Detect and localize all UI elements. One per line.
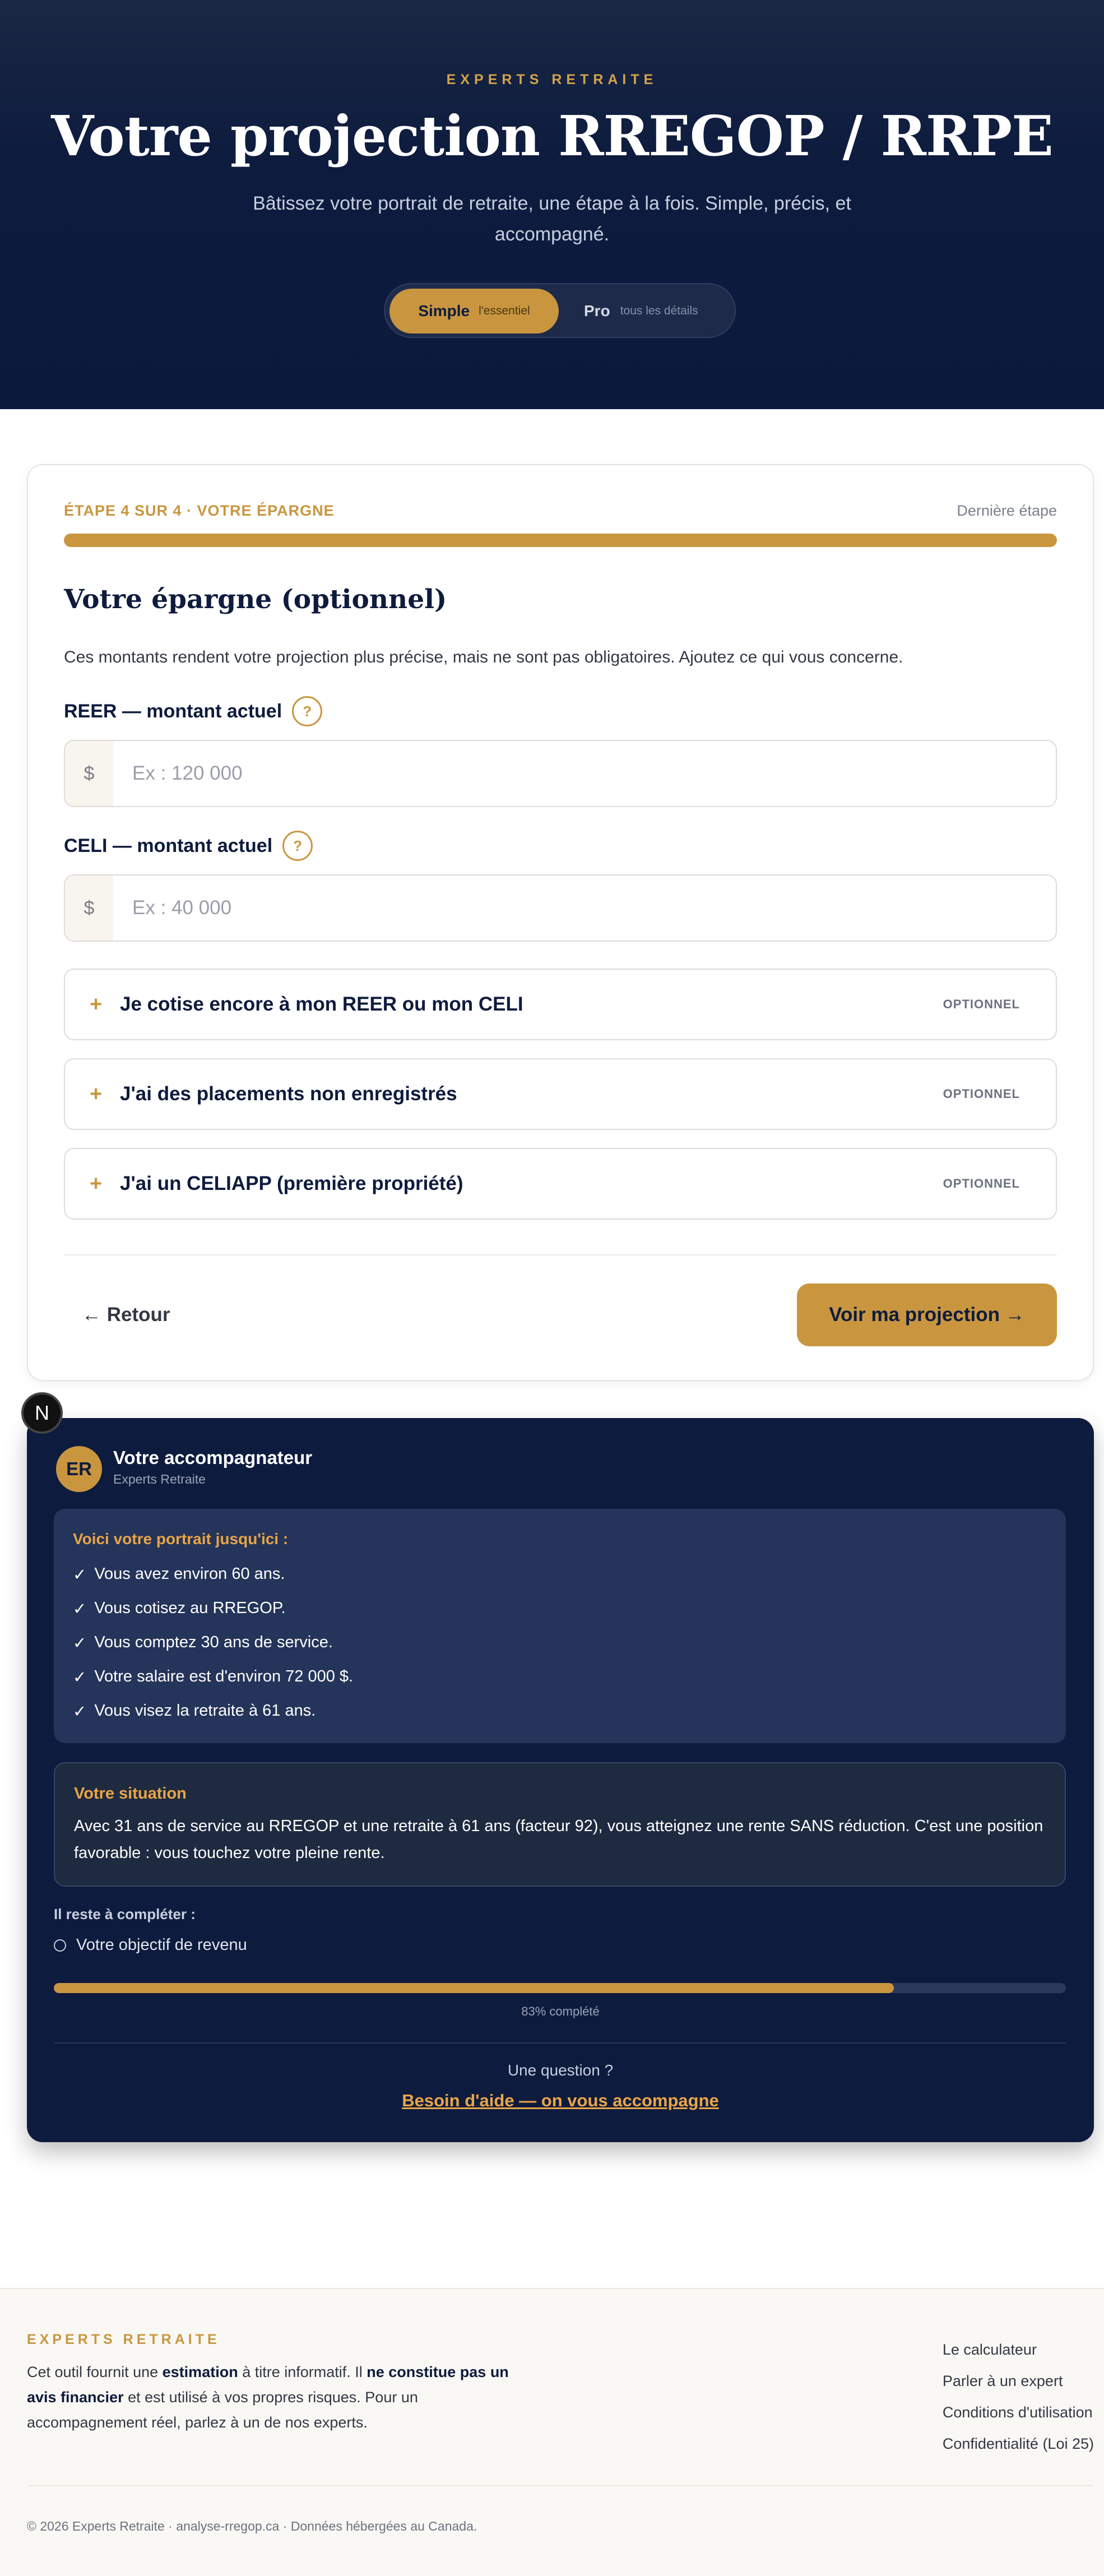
copyright: © 2026 Experts Retraite · analyse-rregop.ca · Données hébergées au Canada. bbox=[27, 2519, 477, 2533]
question-text: Une question ? bbox=[507, 2061, 614, 2079]
step-status: Dernière étape bbox=[957, 502, 1057, 519]
reer-help-icon[interactable]: ? bbox=[292, 696, 322, 726]
footer-link-expert[interactable]: Parler à un expert bbox=[942, 2373, 1063, 2389]
footer-links bbox=[943, 2334, 1094, 2459]
view-projection-button[interactable]: Voir ma projection → bbox=[797, 1284, 1057, 1346]
portrait-item-text: Vous cotisez au RREGOP. bbox=[94, 1599, 286, 1617]
step-label: ÉTAPE 4 SUR 4 · VOTRE ÉPARGNE bbox=[64, 502, 335, 519]
accordion-non-registered[interactable] bbox=[64, 1058, 1057, 1130]
page-title: Votre projection RREGOP / RRPE bbox=[51, 104, 1053, 169]
celi-help-icon[interactable]: ? bbox=[282, 831, 313, 861]
list-item bbox=[73, 1565, 285, 1584]
mode-simple-sub: l'essentiel bbox=[479, 304, 530, 317]
list-item bbox=[73, 1702, 316, 1721]
footer-link-terms[interactable]: Conditions d'utilisation bbox=[942, 2404, 1093, 2421]
portrait-item-text: Vous avez environ 60 ans. bbox=[94, 1565, 285, 1583]
celi-input-group bbox=[64, 874, 1057, 942]
step-title: Votre épargne (optionnel) bbox=[64, 584, 447, 615]
check-icon: ✓ bbox=[73, 1703, 87, 1721]
divider bbox=[64, 1254, 1057, 1255]
accordion-celiapp[interactable] bbox=[64, 1148, 1057, 1220]
remaining-item bbox=[54, 1936, 247, 1954]
mode-simple-button[interactable] bbox=[389, 289, 559, 333]
accordion-label: J'ai un CELIAPP (première propriété) bbox=[120, 1173, 463, 1194]
portrait-summary bbox=[54, 1509, 1066, 1743]
footer-link-privacy[interactable]: Confidentialité (Loi 25) bbox=[942, 2435, 1094, 2452]
check-icon: ✓ bbox=[73, 1600, 87, 1618]
n-logo-badge[interactable]: N bbox=[21, 1392, 63, 1434]
disclaimer-bold: ne constitue pas un avis financier bbox=[27, 2364, 509, 2406]
empty-circle-icon bbox=[54, 1939, 66, 1952]
hero-brand: EXPERTS RETRAITE bbox=[446, 72, 658, 87]
check-icon: ✓ bbox=[73, 1634, 87, 1652]
situation-box bbox=[54, 1762, 1066, 1887]
accordion-reer-celi-contributions[interactable] bbox=[64, 969, 1057, 1040]
companion-name: Votre accompagnateur bbox=[113, 1447, 313, 1468]
mode-toggle bbox=[384, 283, 736, 338]
step-description: Ces montants rendent votre projection plus précise, mais ne sont pas obligatoires. Ajoutez ce qui vous concerne. bbox=[64, 648, 903, 666]
disclaimer-text: Cet outil fournit une bbox=[27, 2364, 163, 2380]
footer-brand: EXPERTS RETRAITE bbox=[27, 2332, 220, 2347]
remaining-title: Il reste à compléter : bbox=[54, 1906, 196, 1922]
reer-label-text: REER — montant actuel bbox=[64, 700, 282, 722]
disclaimer-bold: estimation bbox=[162, 2364, 238, 2380]
mode-pro-button[interactable] bbox=[584, 289, 730, 333]
check-icon: ✓ bbox=[73, 1669, 87, 1687]
reer-input-group bbox=[64, 740, 1057, 807]
completion-label: 83% complété bbox=[521, 2004, 600, 2018]
completion-progress-fill bbox=[54, 1983, 894, 1993]
reer-currency-prefix: $ bbox=[65, 741, 113, 806]
disclaimer-text: à titre informatif. Il bbox=[238, 2364, 367, 2380]
portrait-item-text: Votre salaire est d'environ 72 000 $. bbox=[94, 1667, 354, 1685]
reer-label bbox=[64, 696, 322, 726]
optional-badge: OPTIONNEL bbox=[943, 1087, 1020, 1101]
celi-label bbox=[64, 831, 313, 861]
optional-badge: OPTIONNEL bbox=[943, 1176, 1020, 1190]
optional-badge: OPTIONNEL bbox=[943, 997, 1020, 1011]
back-button[interactable]: ← Retour bbox=[82, 1304, 170, 1326]
footer-disclaimer bbox=[27, 2360, 531, 2435]
mode-pro-label: Pro bbox=[584, 302, 610, 319]
check-icon: ✓ bbox=[73, 1566, 87, 1584]
situation-title: Votre situation bbox=[74, 1785, 187, 1803]
mode-simple-label: Simple bbox=[418, 302, 470, 319]
celi-currency-prefix: $ bbox=[65, 875, 113, 940]
reer-input[interactable] bbox=[113, 741, 1056, 806]
remaining-item-text: Votre objectif de revenu bbox=[76, 1936, 247, 1954]
list-item bbox=[73, 1667, 353, 1687]
footer bbox=[0, 2288, 1104, 2576]
accordion-label: J'ai des placements non enregistrés bbox=[120, 1083, 457, 1105]
hero-header bbox=[0, 0, 1104, 409]
footer-link-calculator[interactable]: Le calculateur bbox=[942, 2341, 1037, 2358]
plus-icon: + bbox=[90, 1082, 103, 1106]
avatar: ER bbox=[56, 1446, 102, 1492]
disclaimer-text: et est utilisé à vos propres risques. Pour un accompagnement réel, parlez à un de nos experts. bbox=[27, 2389, 418, 2431]
list-item bbox=[73, 1633, 333, 1653]
plus-icon: + bbox=[90, 1171, 103, 1196]
help-link[interactable]: Besoin d'aide — on vous accompagne bbox=[402, 2091, 719, 2110]
situation-text: Avec 31 ans de service au RREGOP et une retraite à 61 ans (facteur 92), vous atteignez une rente SANS réduction. C'est une position favorable : vous touchez votre pleine rente. bbox=[74, 1817, 1043, 1862]
portrait-title: Voici votre portrait jusqu'ici : bbox=[73, 1530, 289, 1548]
accordion-label: Je cotise encore à mon REER ou mon CELI bbox=[120, 993, 523, 1015]
divider bbox=[27, 2485, 1094, 2486]
step-progress-bar bbox=[64, 534, 1057, 547]
celi-label-text: CELI — montant actuel bbox=[64, 835, 273, 856]
list-item bbox=[73, 1599, 286, 1619]
companion-panel bbox=[27, 1418, 1094, 2142]
divider bbox=[54, 2042, 1066, 2044]
companion-org: Experts Retraite bbox=[113, 1472, 206, 1486]
savings-step-card bbox=[27, 464, 1094, 1381]
plus-icon: + bbox=[90, 992, 103, 1016]
portrait-item-text: Vous visez la retraite à 61 ans. bbox=[94, 1702, 316, 1720]
mode-pro-sub: tous les détails bbox=[620, 304, 698, 317]
portrait-item-text: Vous comptez 30 ans de service. bbox=[94, 1633, 333, 1651]
celi-input[interactable] bbox=[113, 875, 1056, 940]
completion-progress-bar bbox=[54, 1983, 1066, 1993]
hero-subtitle: Bâtissez votre portrait de retraite, une étape à la fois. Simple, précis, et accompagné. bbox=[253, 193, 851, 245]
